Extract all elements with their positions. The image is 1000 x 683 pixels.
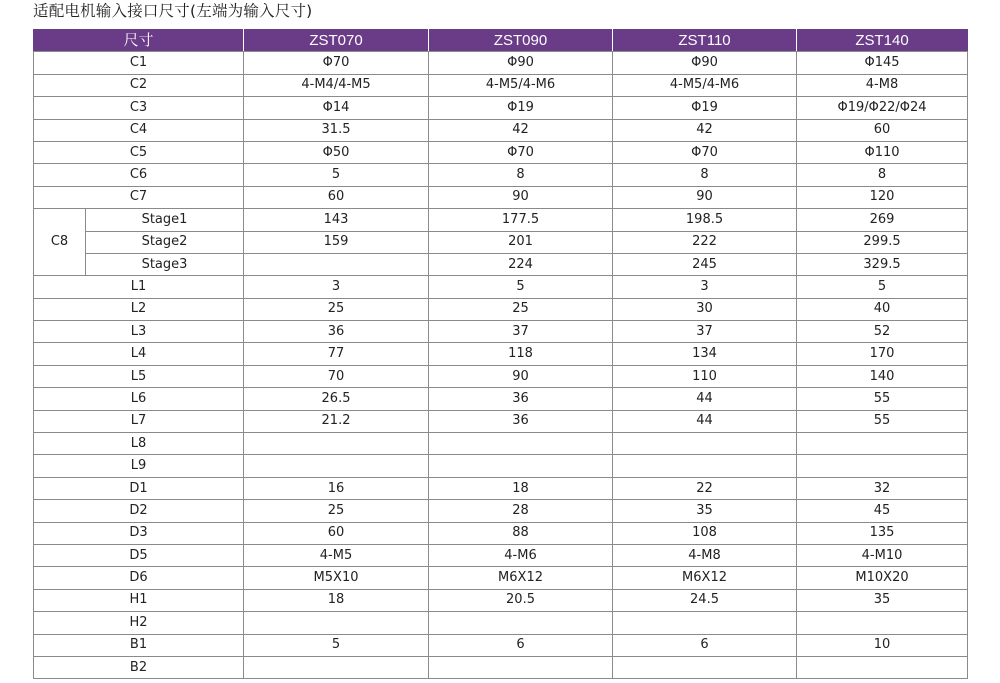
- table-row: [34, 589, 968, 611]
- value-cell: 21.2: [244, 410, 429, 432]
- table-row: [34, 522, 968, 544]
- value-cell: 143: [244, 209, 429, 231]
- value-cell: 90: [429, 365, 613, 387]
- value-cell: 5: [244, 634, 429, 656]
- table-row: [34, 410, 968, 432]
- table-row: [34, 477, 968, 499]
- value-cell: 4-M5/4-M6: [613, 74, 797, 96]
- value-cell: 201: [429, 231, 613, 253]
- value-cell: Φ19: [429, 97, 613, 119]
- value-cell: 159: [244, 231, 429, 253]
- value-cell: 3: [613, 276, 797, 298]
- value-cell: 6: [429, 634, 613, 656]
- value-cell: [797, 656, 968, 678]
- row-label: L6: [34, 388, 244, 410]
- value-cell: 224: [429, 253, 613, 275]
- value-cell: 36: [429, 410, 613, 432]
- row-label-c8: C8: [34, 209, 86, 276]
- value-cell: 22: [613, 477, 797, 499]
- value-cell: 18: [429, 477, 613, 499]
- value-cell: 8: [613, 164, 797, 186]
- value-cell: 37: [429, 321, 613, 343]
- value-cell: [613, 433, 797, 455]
- row-label: L9: [34, 455, 244, 477]
- value-cell: 90: [613, 186, 797, 208]
- value-cell: 4-M6: [429, 544, 613, 566]
- table-row: [34, 119, 968, 141]
- value-cell: 4-M5: [244, 544, 429, 566]
- value-cell: M6X12: [429, 567, 613, 589]
- row-label: C1: [34, 52, 244, 74]
- value-cell: 30: [613, 298, 797, 320]
- value-cell: 5: [797, 276, 968, 298]
- row-label: C3: [34, 97, 244, 119]
- table-row: [34, 388, 968, 410]
- value-cell: Φ90: [429, 52, 613, 74]
- value-cell: 44: [613, 410, 797, 432]
- table-row: [34, 97, 968, 119]
- value-cell: 245: [613, 253, 797, 275]
- table-row: [34, 141, 968, 163]
- value-cell: 26.5: [244, 388, 429, 410]
- value-cell: 198.5: [613, 209, 797, 231]
- value-cell: 269: [797, 209, 968, 231]
- value-cell: 90: [429, 186, 613, 208]
- value-cell: [244, 612, 429, 634]
- header-cell-zst070: ZST070: [244, 30, 429, 52]
- header-cell-zst110: ZST110: [613, 30, 797, 52]
- row-label: C5: [34, 141, 244, 163]
- value-cell: 52: [797, 321, 968, 343]
- header-cell-zst140: ZST140: [797, 30, 968, 52]
- table-header-row: [34, 30, 968, 52]
- value-cell: 55: [797, 388, 968, 410]
- row-label: L7: [34, 410, 244, 432]
- value-cell: [244, 433, 429, 455]
- value-cell: [613, 455, 797, 477]
- value-cell: 6: [613, 634, 797, 656]
- table-row: [34, 298, 968, 320]
- value-cell: 25: [244, 500, 429, 522]
- value-cell: 55: [797, 410, 968, 432]
- value-cell: [797, 455, 968, 477]
- value-cell: [797, 433, 968, 455]
- row-label: D1: [34, 477, 244, 499]
- value-cell: 4-M8: [797, 74, 968, 96]
- value-cell: [244, 455, 429, 477]
- value-cell: 16: [244, 477, 429, 499]
- value-cell: 4-M8: [613, 544, 797, 566]
- row-label: C7: [34, 186, 244, 208]
- value-cell: 40: [797, 298, 968, 320]
- value-cell: 31.5: [244, 119, 429, 141]
- table-row: [34, 500, 968, 522]
- value-cell: 18: [244, 589, 429, 611]
- value-cell: 5: [244, 164, 429, 186]
- table-row: [34, 52, 968, 74]
- table-row: [34, 455, 968, 477]
- value-cell: Φ70: [613, 141, 797, 163]
- value-cell: M10X20: [797, 567, 968, 589]
- value-cell: 140: [797, 365, 968, 387]
- page-title: 适配电机输入接口尺寸(左端为输入尺寸): [33, 2, 313, 20]
- value-cell: 60: [797, 119, 968, 141]
- value-cell: 177.5: [429, 209, 613, 231]
- table-body: [34, 52, 968, 679]
- value-cell: 299.5: [797, 231, 968, 253]
- row-label: D6: [34, 567, 244, 589]
- value-cell: 108: [613, 522, 797, 544]
- value-cell: [244, 253, 429, 275]
- value-cell: 5: [429, 276, 613, 298]
- value-cell: 8: [429, 164, 613, 186]
- table-row: [34, 209, 968, 231]
- value-cell: [613, 656, 797, 678]
- value-cell: 3: [244, 276, 429, 298]
- value-cell: [429, 656, 613, 678]
- value-cell: 135: [797, 522, 968, 544]
- value-cell: Φ70: [429, 141, 613, 163]
- value-cell: [429, 433, 613, 455]
- row-label: D3: [34, 522, 244, 544]
- table-row: [34, 656, 968, 678]
- table-row: [34, 74, 968, 96]
- value-cell: 120: [797, 186, 968, 208]
- table-row: [34, 253, 968, 275]
- value-cell: 35: [797, 589, 968, 611]
- value-cell: 77: [244, 343, 429, 365]
- row-label: L2: [34, 298, 244, 320]
- value-cell: 222: [613, 231, 797, 253]
- value-cell: 88: [429, 522, 613, 544]
- value-cell: [429, 612, 613, 634]
- stage-label: Stage1: [86, 209, 244, 231]
- row-label: C6: [34, 164, 244, 186]
- table-row: [34, 343, 968, 365]
- value-cell: 60: [244, 186, 429, 208]
- row-label: D2: [34, 500, 244, 522]
- value-cell: 36: [429, 388, 613, 410]
- table-row: [34, 276, 968, 298]
- value-cell: 28: [429, 500, 613, 522]
- table-row: [34, 433, 968, 455]
- row-label: L8: [34, 433, 244, 455]
- value-cell: 25: [244, 298, 429, 320]
- row-label: C2: [34, 74, 244, 96]
- table-row: [34, 164, 968, 186]
- value-cell: 134: [613, 343, 797, 365]
- row-label: L5: [34, 365, 244, 387]
- value-cell: 36: [244, 321, 429, 343]
- table-row: [34, 612, 968, 634]
- value-cell: 25: [429, 298, 613, 320]
- value-cell: 45: [797, 500, 968, 522]
- row-label: L3: [34, 321, 244, 343]
- table-row: [34, 231, 968, 253]
- value-cell: 42: [613, 119, 797, 141]
- value-cell: [613, 612, 797, 634]
- value-cell: Φ14: [244, 97, 429, 119]
- row-label: H1: [34, 589, 244, 611]
- stage-label: Stage2: [86, 231, 244, 253]
- value-cell: 37: [613, 321, 797, 343]
- value-cell: M5X10: [244, 567, 429, 589]
- value-cell: Φ145: [797, 52, 968, 74]
- value-cell: Φ19/Φ22/Φ24: [797, 97, 968, 119]
- value-cell: 60: [244, 522, 429, 544]
- row-label: L1: [34, 276, 244, 298]
- value-cell: 329.5: [797, 253, 968, 275]
- row-label: H2: [34, 612, 244, 634]
- value-cell: [429, 455, 613, 477]
- row-label: D5: [34, 544, 244, 566]
- row-label: B2: [34, 656, 244, 678]
- value-cell: 20.5: [429, 589, 613, 611]
- value-cell: Φ110: [797, 141, 968, 163]
- table-row: [34, 634, 968, 656]
- value-cell: 35: [613, 500, 797, 522]
- value-cell: 32: [797, 477, 968, 499]
- value-cell: 4-M4/4-M5: [244, 74, 429, 96]
- value-cell: 44: [613, 388, 797, 410]
- row-label: L4: [34, 343, 244, 365]
- header-cell-size: 尺寸: [34, 30, 244, 52]
- value-cell: 4-M5/4-M6: [429, 74, 613, 96]
- value-cell: 10: [797, 634, 968, 656]
- row-label: B1: [34, 634, 244, 656]
- stage-label: Stage3: [86, 253, 244, 275]
- spec-table: [33, 29, 968, 679]
- value-cell: [797, 612, 968, 634]
- value-cell: 118: [429, 343, 613, 365]
- row-label: C4: [34, 119, 244, 141]
- value-cell: M6X12: [613, 567, 797, 589]
- value-cell: Φ90: [613, 52, 797, 74]
- table-row: [34, 544, 968, 566]
- value-cell: Φ70: [244, 52, 429, 74]
- table-row: [34, 321, 968, 343]
- value-cell: [244, 656, 429, 678]
- value-cell: Φ50: [244, 141, 429, 163]
- table-row: [34, 186, 968, 208]
- value-cell: 24.5: [613, 589, 797, 611]
- value-cell: 70: [244, 365, 429, 387]
- value-cell: 110: [613, 365, 797, 387]
- header-cell-zst090: ZST090: [429, 30, 613, 52]
- table-row: [34, 365, 968, 387]
- value-cell: Φ19: [613, 97, 797, 119]
- value-cell: 4-M10: [797, 544, 968, 566]
- value-cell: 42: [429, 119, 613, 141]
- table-row: [34, 567, 968, 589]
- value-cell: 8: [797, 164, 968, 186]
- value-cell: 170: [797, 343, 968, 365]
